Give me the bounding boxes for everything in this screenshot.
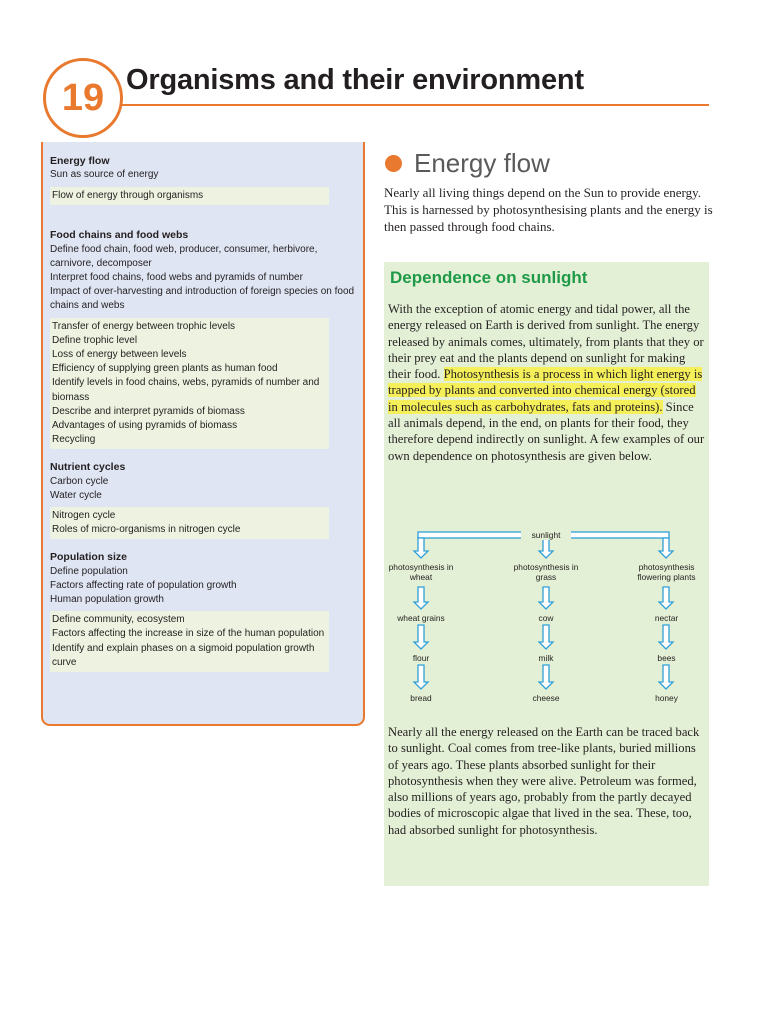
syllabus-population <box>50 550 357 672</box>
sunlight-flow-diagram <box>384 524 709 709</box>
syllabus-item: Factors affecting rate of population growth <box>50 579 237 591</box>
diagram-arrow-icon <box>414 665 428 689</box>
diagram-arrow-icon <box>659 587 673 609</box>
syllabus-item: Impact of over-harvesting and introduction of foreign species on food chains and webs <box>50 286 355 312</box>
syllabus-item: Efficiency of supplying green plants as human food <box>52 363 278 375</box>
syllabus-extended-block <box>50 318 329 450</box>
box-title: Dependence on sunlight <box>390 268 588 287</box>
syllabus-heading: Food chains and food webs <box>50 229 189 242</box>
syllabus-core-list <box>50 475 357 503</box>
diagram-root-label: sunlight <box>521 530 571 540</box>
syllabus-item: Define trophic level <box>52 334 138 346</box>
syllabus-item: Interpret food chains, food webs and pyramids of number <box>50 272 303 284</box>
syllabus-energy-flow <box>50 154 357 205</box>
syllabus-food-chains <box>50 228 357 449</box>
diagram-label: bread <box>410 693 432 703</box>
section-title: Energy flow <box>414 148 550 178</box>
syllabus-extended-block <box>50 611 329 672</box>
diagram-arrow-icon <box>539 587 553 609</box>
syllabus-item: Roles of micro-organisms in nitrogen cycle <box>52 524 241 536</box>
diagram-arrow-icon <box>659 665 673 689</box>
syllabus-item: Advantages of using pyramids of biomass <box>52 420 238 432</box>
syllabus-item: Identify levels in food chains, webs, pyramids of number and biomass <box>52 377 320 403</box>
syllabus-extended-block <box>50 187 329 205</box>
diagram-arrow-icon <box>414 625 428 649</box>
diagram-label: cheese <box>532 693 560 703</box>
syllabus-item: Identify and explain phases on a sigmoid population growth curve <box>52 642 315 668</box>
diagram-label: milk <box>538 653 554 663</box>
diagram-arrow-icon <box>414 587 428 609</box>
syllabus-box <box>41 142 365 726</box>
diagram-arrow-icon <box>659 538 673 558</box>
syllabus-item: Human population growth <box>50 594 164 606</box>
diagram-arrow-icon <box>539 665 553 689</box>
syllabus-heading: Nutrient cycles <box>50 461 126 474</box>
highlighted-text: Photosynthesis is a process in which light energy is trapped by plants and converted into chemical energy (stored in molecules such as carbohydrates, fats and proteins). <box>388 367 703 414</box>
syllabus-item: Water cycle <box>50 489 102 501</box>
para-text: Since all animals depend, in the end, on plants for their food, they therefore depend indirectly on sunlight. A few examples of our own dependence on photosynthesis are given below. <box>388 399 705 463</box>
diagram-label: nectar <box>654 613 679 623</box>
diagram-label: photosynthesis flowering plants <box>637 562 696 582</box>
syllabus-item: Nitrogen cycle <box>52 510 116 522</box>
syllabus-core-list <box>50 243 357 314</box>
para-text: With the exception of atomic energy and tidal power, all the energy released on Earth is derived from sunlight. The energy released by animals comes, ultimately, from plants that they or their prey eat and the plants depend on sunlight for making their food. <box>388 302 704 382</box>
syllabus-item: Recycling <box>52 434 96 446</box>
syllabus-extended-block <box>50 507 329 539</box>
diagram-label: photosynthesis in wheat <box>388 562 454 582</box>
box-paragraph-1 <box>388 301 706 464</box>
syllabus-item: Transfer of energy between trophic levels <box>52 320 236 332</box>
diagram-label: cow <box>538 613 554 623</box>
syllabus-item: Sun as source of energy <box>50 169 159 181</box>
chapter-title: Organisms and their environment <box>126 64 584 96</box>
syllabus-heading: Population size <box>50 551 128 564</box>
syllabus-core-list <box>50 168 357 182</box>
diagram-label: photosynthesis in grass <box>513 562 579 582</box>
syllabus-item: Loss of energy between levels <box>52 349 187 361</box>
syllabus-item: Factors affecting the increase in size of the human population <box>52 628 325 640</box>
syllabus-item: Define population <box>50 565 128 577</box>
diagram-arrow-icon <box>539 538 553 558</box>
diagram-label: flour <box>412 653 430 663</box>
syllabus-heading: Energy flow <box>50 155 110 167</box>
section-intro: Nearly all living things depend on the Sun to provide energy. This is harnessed by photosynthesising plants and the energy is then passed through food chains. <box>384 185 713 234</box>
syllabus-item: Describe and interpret pyramids of biomass <box>52 405 245 417</box>
dependence-box <box>384 262 709 886</box>
box-paragraph-2: Nearly all the energy released on the Earth can be traced back to sunlight. Coal comes from tree-like plants, buried millions of years ago. These plants absorbed sunlight for their photosynthesis when they were alive. Petroleum was formed, also millions of years ago, probably from the partly decayed bodies of microscopic algae that lived in the sea. These, too, had absorbed sunlight for photosynthesis. <box>388 725 700 837</box>
syllabus-item: Carbon cycle <box>50 475 109 487</box>
syllabus-core-list <box>50 565 357 608</box>
diagram-arrow-icon <box>414 538 428 558</box>
diagram-label: wheat grains <box>397 613 445 623</box>
syllabus-item: Flow of energy through organisms <box>52 190 204 202</box>
syllabus-nutrient-cycles <box>50 460 357 539</box>
chapter-title-rule <box>122 104 709 106</box>
diagram-arrow-icon <box>659 625 673 649</box>
diagram-arrow-icon <box>539 625 553 649</box>
diagram-label: bees <box>657 653 676 663</box>
chapter-number: 19 <box>43 58 123 138</box>
syllabus-item: Define food chain, food web, producer, consumer, herbivore, carnivore, decomposer <box>50 243 318 269</box>
syllabus-item: Define community, ecosystem <box>52 614 185 626</box>
diagram-label: honey <box>655 693 678 703</box>
section-bullet-icon <box>385 155 402 172</box>
